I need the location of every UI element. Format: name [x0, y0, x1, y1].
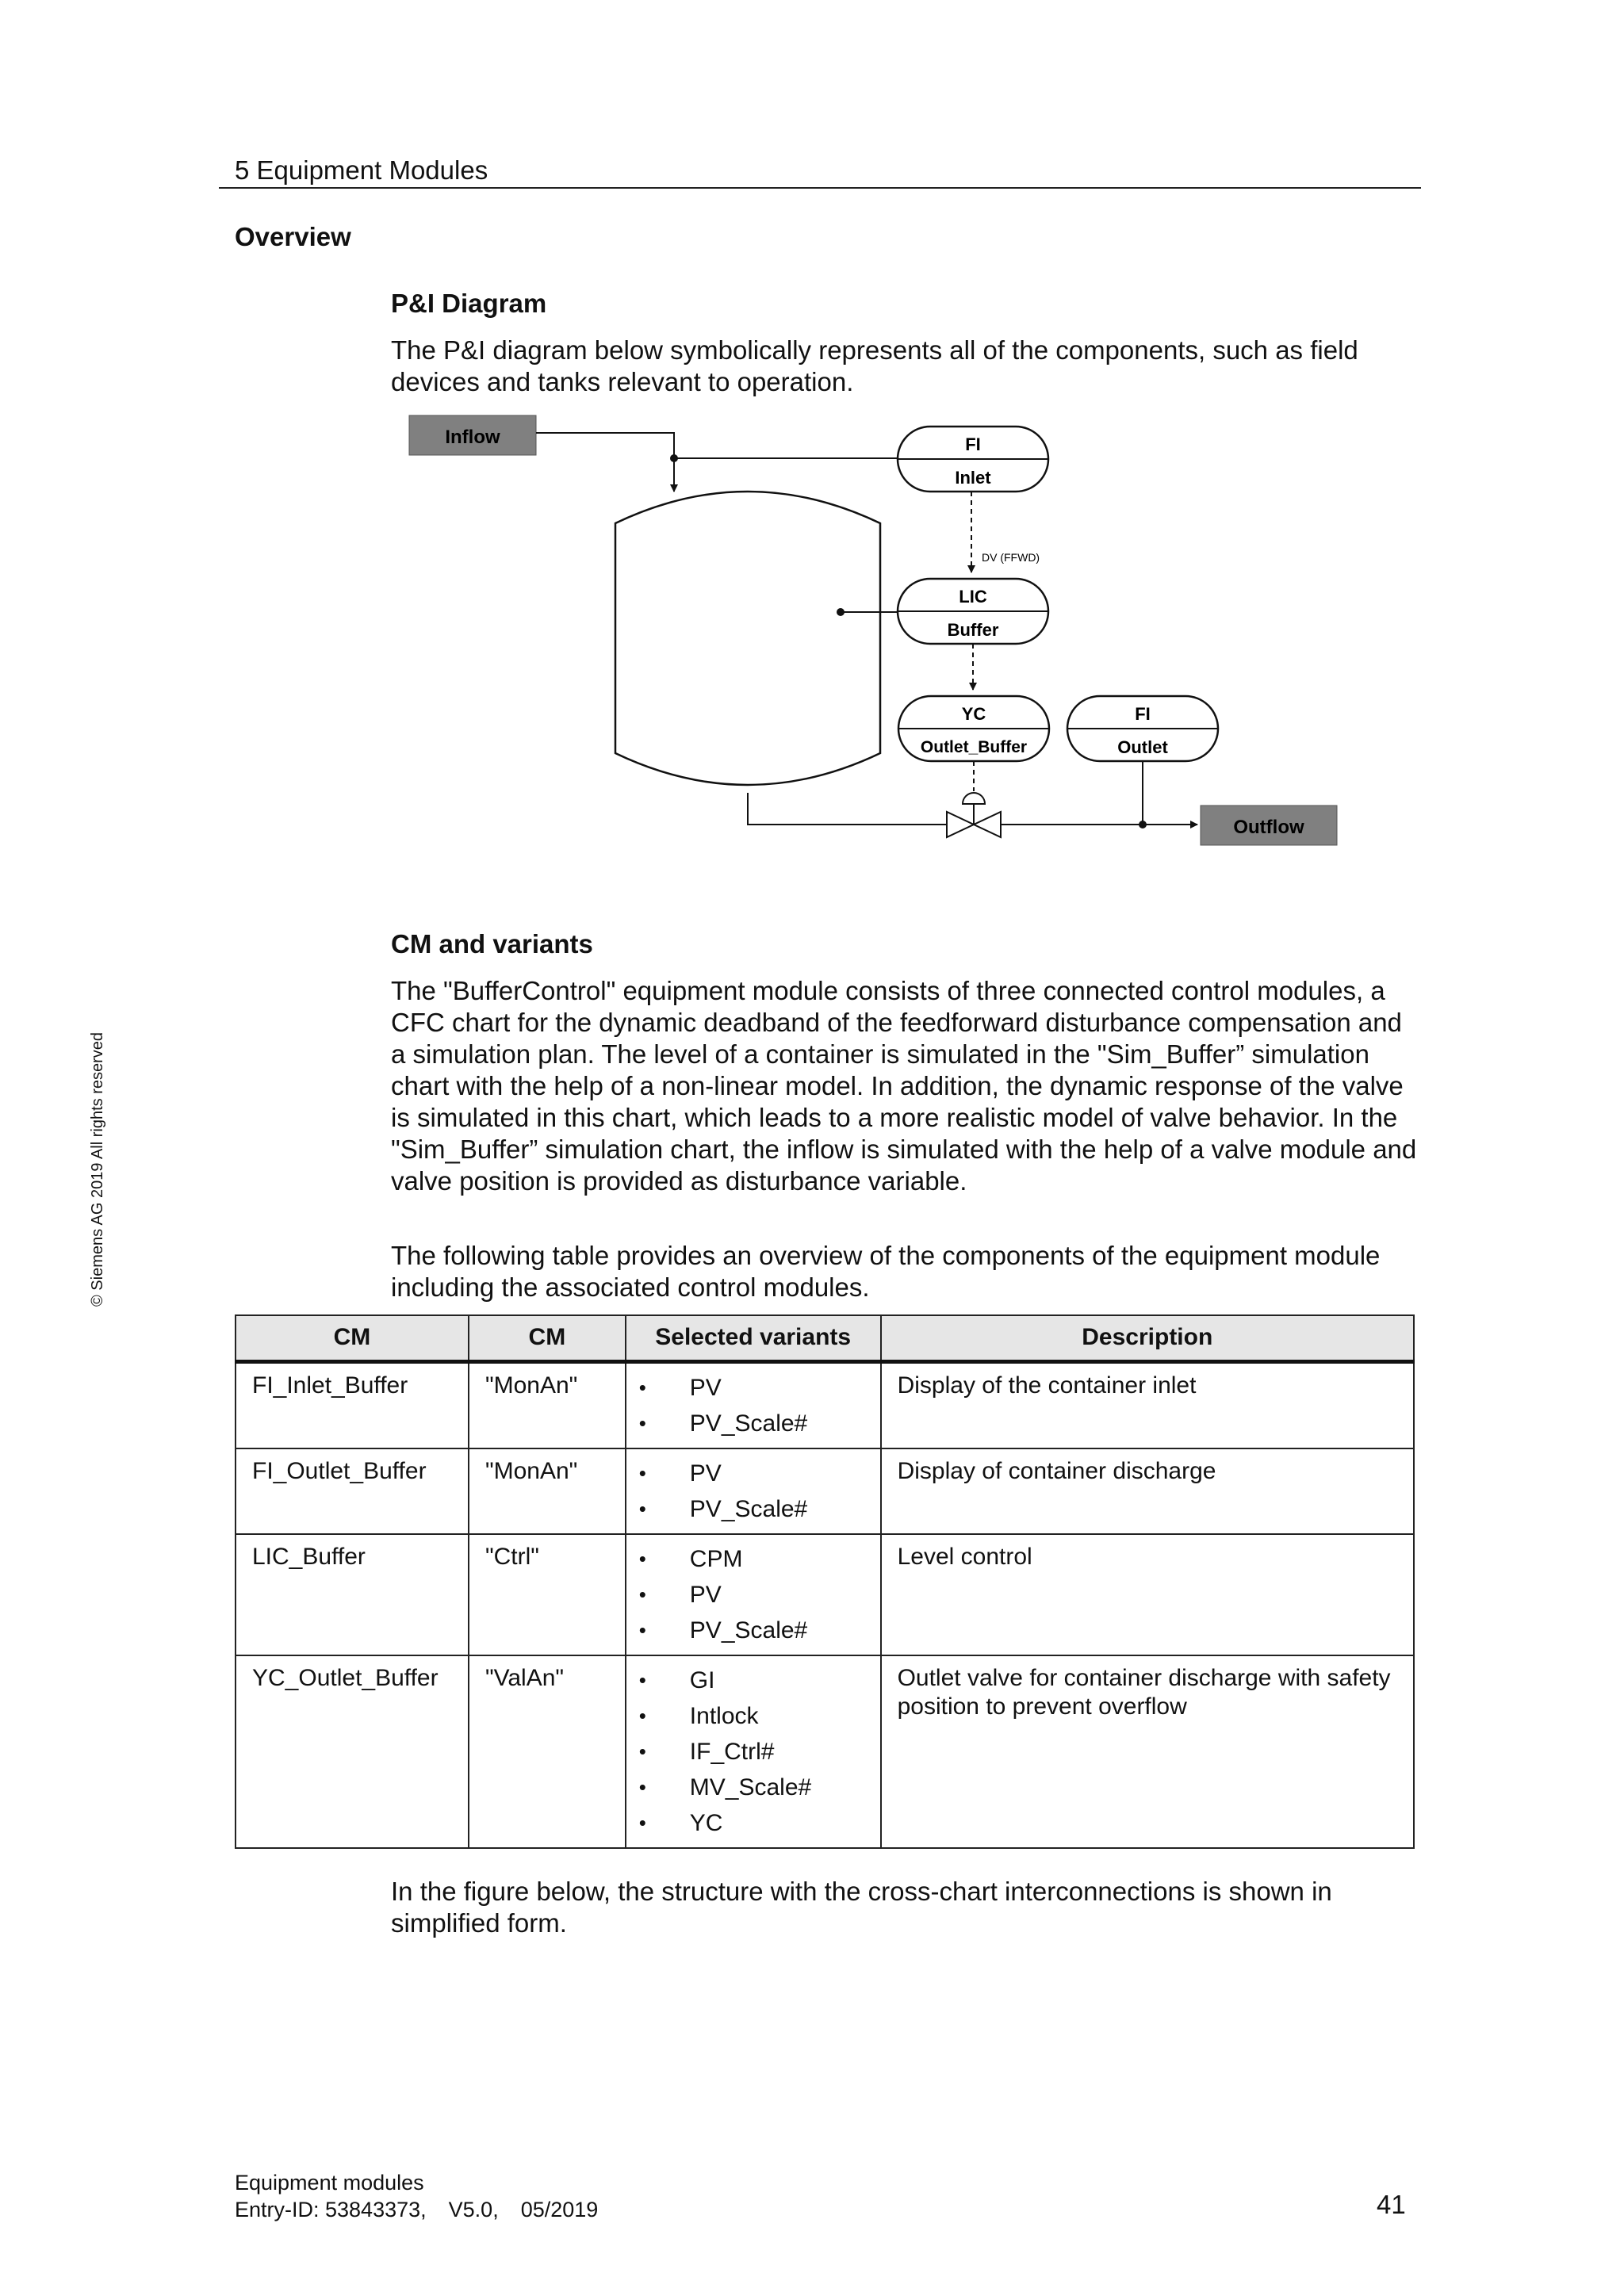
cm-cell: FI_Outlet_Buffer: [236, 1448, 469, 1534]
footer-entry-id: Entry-ID: 53843373,: [235, 2198, 427, 2221]
footer-version: V5.0,: [448, 2198, 499, 2221]
fi-inlet-instrument: [898, 427, 1048, 492]
pid-diagram: [396, 404, 1388, 864]
buffer-tank: [615, 492, 880, 785]
footer-entry-line: [235, 2198, 620, 2222]
table-row: [236, 1655, 1414, 1848]
header-cm: CM: [236, 1315, 469, 1361]
table-header-row: [236, 1315, 1414, 1361]
description-cell: Display of the container inlet: [881, 1361, 1414, 1448]
variants-cell: [626, 1534, 881, 1655]
variant-item: • PV: [639, 1456, 864, 1491]
type-cell: "MonAn": [469, 1448, 626, 1534]
copyright-notice: © Siemens AG 2019 All rights reserved: [89, 1031, 106, 1307]
variant-item: • PV_Scale#: [639, 1491, 864, 1527]
variant-item: • YC: [639, 1805, 864, 1841]
variant-item: • PV_Scale#: [639, 1613, 864, 1648]
type-cell: "Ctrl": [469, 1534, 626, 1655]
fi-inlet-tag: FI: [965, 434, 981, 454]
table-intro-paragraph: The following table provides an overview of the components of the equipment module including the associated control modules.: [391, 1241, 1381, 1302]
inflow-box: [409, 415, 536, 455]
pid-heading: P&I Diagram: [391, 289, 547, 318]
outflow-box: [1201, 806, 1337, 845]
fi-outlet-tag: FI: [1135, 704, 1151, 724]
inflow-line: [536, 433, 674, 492]
variants-cell: [626, 1655, 881, 1848]
fi-outlet-tap-dot: [1139, 821, 1147, 828]
header-selected-variants: Selected variants: [626, 1315, 881, 1361]
variant-item: • PV: [639, 1577, 864, 1613]
cm-variants-heading: CM and variants: [391, 929, 593, 959]
outflow-label: Outflow: [1233, 817, 1304, 838]
cm-cell: YC_Outlet_Buffer: [236, 1655, 469, 1848]
lic-name: Buffer: [947, 620, 999, 640]
table-row: [236, 1361, 1414, 1448]
cm-cell: FI_Inlet_Buffer: [236, 1361, 469, 1448]
variant-item: • GI: [639, 1663, 864, 1698]
fi-inlet-name: Inlet: [955, 468, 991, 488]
yc-outlet-buffer-instrument: [898, 696, 1049, 761]
overview-heading: Overview: [235, 222, 351, 251]
inflow-label: Inflow: [445, 427, 500, 448]
variant-item: • PV_Scale#: [639, 1406, 864, 1441]
cm-cell: LIC_Buffer: [236, 1534, 469, 1655]
type-cell: "MonAn": [469, 1361, 626, 1448]
variant-item: • Intlock: [639, 1698, 864, 1734]
yc-name: Outlet_Buffer: [920, 738, 1028, 756]
header-description: Description: [881, 1315, 1414, 1361]
header-cm-type: CM: [469, 1315, 626, 1361]
cm-variants-table: [235, 1314, 1415, 1849]
variant-item: • MV_Scale#: [639, 1770, 864, 1805]
figure-note-paragraph: In the figure below, the structure with the cross-chart interconnections is shown in simplified form.: [391, 1877, 1332, 1938]
lic-buffer-instrument: [898, 579, 1048, 644]
level-tap-dot: [837, 608, 845, 616]
variant-item: • CPM: [639, 1541, 864, 1577]
table-row: [236, 1448, 1414, 1534]
cm-description-paragraph: The "BufferControl" equipment module consists of three connected control modules, a CFC chart for the dynamic deadband of the feedforward disturbance compensation and a simulation plan. The level of a container is simulated in the "Sim_Buffer” simulation chart with the help of a non-linear model. In addition, the dynamic response of the valve is simulated in this chart, which leads to a more realistic model of valve behavior. In the "Sim_Buffer” simulation chart, the inflow is simulated with the help of a valve module and valve position is provided as disturbance variable.: [391, 976, 1417, 1196]
pid-intro-paragraph: The P&I diagram below symbolically represents all of the components, such as field devices and tanks relevant to operation.: [391, 335, 1358, 396]
section-header: 5 Equipment Modules: [235, 155, 488, 185]
description-cell: Outlet valve for container discharge with safety position to prevent overflow: [881, 1655, 1414, 1848]
header-rule: [219, 187, 1421, 189]
variant-item: • IF_Ctrl#: [639, 1734, 864, 1770]
fi-outlet-instrument: [1067, 696, 1218, 761]
description-cell: Display of container discharge: [881, 1448, 1414, 1534]
footer-date: 05/2019: [520, 2198, 599, 2221]
yc-tag: YC: [961, 704, 986, 724]
description-cell: Level control: [881, 1534, 1414, 1655]
variants-cell: [626, 1361, 881, 1448]
lic-tag: LIC: [959, 587, 987, 607]
variants-cell: [626, 1448, 881, 1534]
fi-inlet-tap-dot: [670, 454, 678, 462]
variant-item: • PV: [639, 1370, 864, 1406]
fi-outlet-name: Outlet: [1117, 737, 1168, 757]
dv-label: DV (FFWD): [982, 551, 1040, 564]
footer-title: Equipment modules: [235, 2171, 424, 2195]
valve-actuator-icon: [963, 793, 985, 804]
page-number: 41: [1377, 2190, 1406, 2219]
table-row: [236, 1534, 1414, 1655]
type-cell: "ValAn": [469, 1655, 626, 1848]
